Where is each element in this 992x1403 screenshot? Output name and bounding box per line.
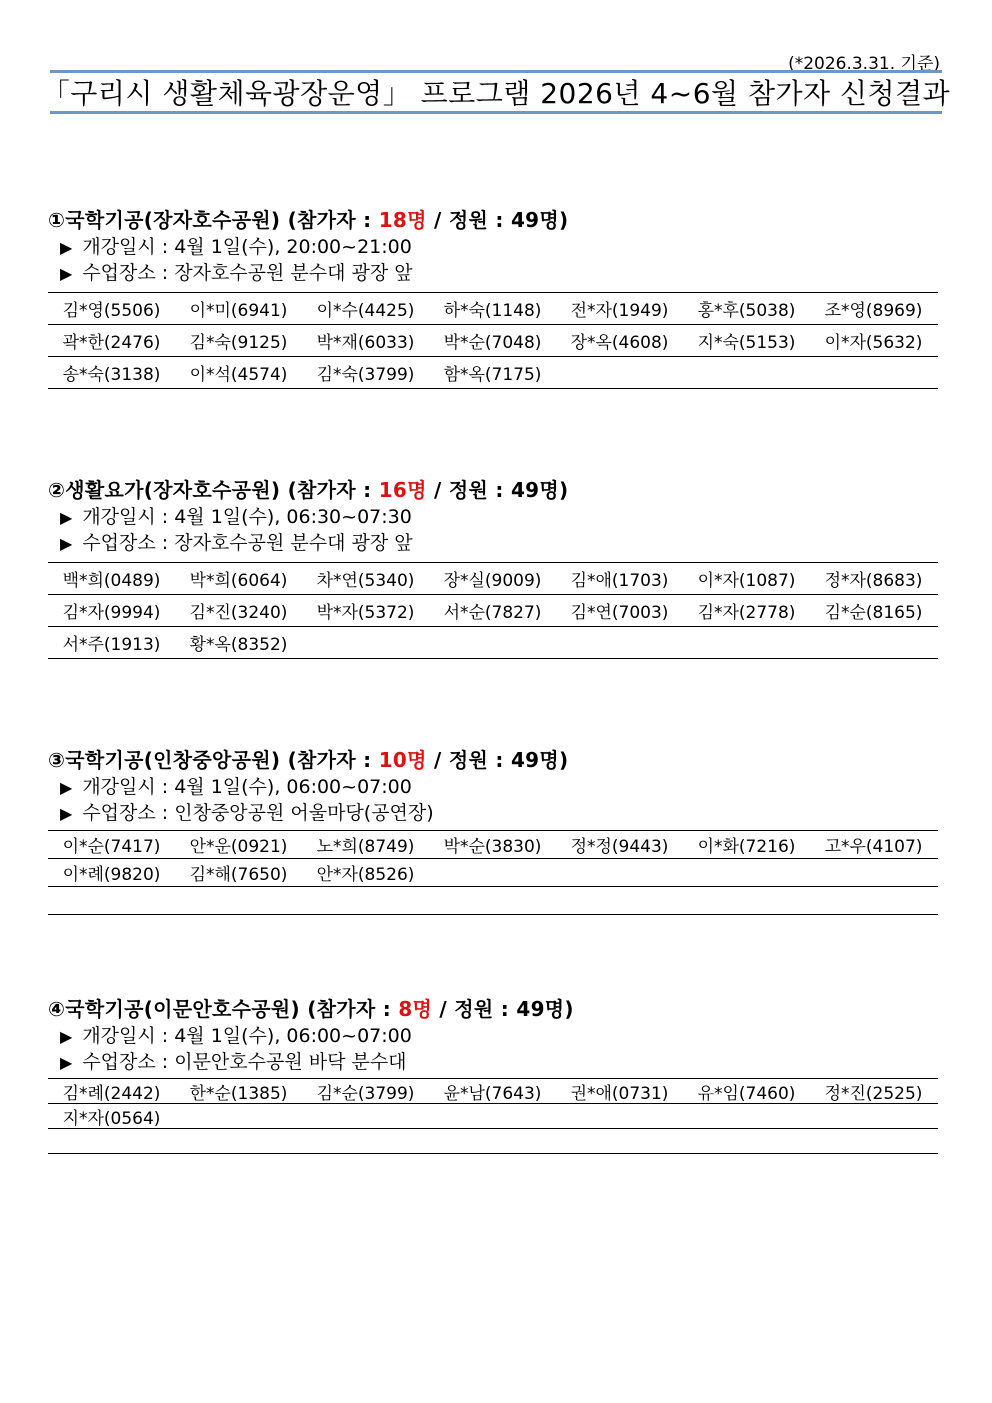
schedule-line: ▶ 개강일시 : 4월 1일(수), 20:00~21:00 bbox=[60, 236, 412, 258]
participant-count: 10명 bbox=[378, 748, 427, 772]
table-row bbox=[48, 357, 938, 389]
as-of-date: (*2026.3.31. 기준) bbox=[788, 54, 940, 74]
table-row bbox=[48, 563, 938, 595]
participant-cell: 이*순(7417) bbox=[62, 837, 161, 857]
participant-cell: 조*영(8969) bbox=[824, 301, 923, 321]
participant-table bbox=[48, 1078, 938, 1154]
table-row bbox=[48, 887, 938, 915]
triangle-right-icon: ▶ bbox=[60, 264, 73, 283]
participant-cell: 김*자(2778) bbox=[697, 603, 796, 623]
table-row bbox=[48, 1129, 938, 1154]
table-row bbox=[48, 627, 938, 659]
triangle-right-icon: ▶ bbox=[60, 1027, 73, 1046]
participant-cell: 윤*남(7643) bbox=[443, 1083, 542, 1104]
participant-cell: 지*숙(5153) bbox=[697, 333, 796, 353]
participant-cell: 이*자(1087) bbox=[697, 571, 796, 591]
participant-cell: 김*숙(3799) bbox=[316, 365, 415, 385]
participant-cell: 이*례(9820) bbox=[62, 865, 161, 885]
schedule-line: ▶ 개강일시 : 4월 1일(수), 06:00~07:00 bbox=[60, 1025, 412, 1047]
participant-cell: 김*숙(9125) bbox=[189, 333, 288, 353]
participant-cell: 이*미(6941) bbox=[189, 301, 288, 321]
schedule-line: ▶ 개강일시 : 4월 1일(수), 06:30~07:30 bbox=[60, 506, 412, 528]
participant-count: 16명 bbox=[378, 478, 427, 502]
participant-cell: 안*운(0921) bbox=[189, 837, 288, 857]
document-title: 「구리시 생활체육광장운영」 프로그램 2026년 4~6월 참가자 신청결과 bbox=[41, 77, 951, 110]
participant-cell: 홍*후(5038) bbox=[697, 301, 796, 321]
participant-count: 8명 bbox=[398, 997, 433, 1021]
table-row bbox=[48, 859, 938, 887]
document-title-box bbox=[41, 70, 951, 114]
participant-cell: 안*자(8526) bbox=[316, 865, 415, 885]
participant-cell: 이*수(4425) bbox=[316, 301, 415, 321]
participant-cell: 이*자(5632) bbox=[824, 333, 923, 353]
participant-cell: 박*순(3830) bbox=[443, 837, 542, 857]
participant-cell: 박*희(6064) bbox=[189, 571, 288, 591]
participant-cell: 장*옥(4608) bbox=[570, 333, 669, 353]
table-row bbox=[48, 595, 938, 627]
table-row bbox=[48, 293, 938, 325]
participant-cell: 정*정(9443) bbox=[570, 837, 669, 857]
participant-cell: 백*희(0489) bbox=[62, 571, 161, 591]
triangle-right-icon: ▶ bbox=[60, 778, 73, 797]
participant-cell: 함*옥(7175) bbox=[443, 365, 542, 385]
location-line: ▶ 수업장소 : 장자호수공원 분수대 광장 앞 bbox=[60, 532, 413, 554]
program-section-2 bbox=[48, 476, 938, 659]
participant-cell: 이*석(4574) bbox=[189, 365, 288, 385]
participant-cell: 이*화(7216) bbox=[697, 837, 796, 857]
participant-table bbox=[48, 830, 938, 915]
triangle-right-icon: ▶ bbox=[60, 508, 73, 527]
participant-cell: 황*옥(8352) bbox=[189, 635, 288, 655]
participant-cell: 송*숙(3138) bbox=[62, 365, 161, 385]
triangle-right-icon: ▶ bbox=[60, 238, 73, 257]
participant-cell: 박*자(5372) bbox=[316, 603, 415, 623]
participant-cell: 박*순(7048) bbox=[443, 333, 542, 353]
section-heading: ②생활요가(장자호수공원) (참가자 : 16명 / 정원 : 49명) bbox=[48, 478, 569, 502]
participant-table bbox=[48, 562, 938, 659]
participant-cell: 김*진(3240) bbox=[189, 603, 288, 623]
participant-table bbox=[48, 292, 938, 389]
program-section-3 bbox=[48, 746, 938, 915]
triangle-right-icon: ▶ bbox=[60, 1053, 73, 1072]
participant-cell: 김*해(7650) bbox=[189, 865, 288, 885]
location-line: ▶ 수업장소 : 이문안호수공원 바닥 분수대 bbox=[60, 1051, 407, 1073]
table-row bbox=[48, 1104, 938, 1129]
schedule-line: ▶ 개강일시 : 4월 1일(수), 06:00~07:00 bbox=[60, 776, 412, 798]
section-heading: ④국학기공(이문안호수공원) (참가자 : 8명 / 정원 : 49명) bbox=[48, 997, 574, 1021]
participant-cell: 정*자(8683) bbox=[824, 571, 923, 591]
triangle-right-icon: ▶ bbox=[60, 534, 73, 553]
participant-cell: 서*순(7827) bbox=[443, 603, 542, 623]
participant-cell: 장*실(9009) bbox=[443, 571, 542, 591]
participant-cell: 권*애(0731) bbox=[570, 1083, 669, 1104]
location-line: ▶ 수업장소 : 인창중앙공원 어울마당(공연장) bbox=[60, 802, 434, 824]
participant-cell: 김*순(8165) bbox=[824, 603, 923, 623]
participant-cell: 김*례(2442) bbox=[62, 1083, 161, 1104]
participant-cell: 김*자(9994) bbox=[62, 603, 161, 623]
participant-cell: 김*연(7003) bbox=[570, 603, 669, 623]
participant-cell: 차*연(5340) bbox=[316, 571, 415, 591]
participant-cell: 유*임(7460) bbox=[697, 1083, 796, 1104]
section-heading: ③국학기공(인창중앙공원) (참가자 : 10명 / 정원 : 49명) bbox=[48, 748, 569, 772]
participant-cell: 고*우(4107) bbox=[824, 837, 923, 857]
participant-cell: 서*주(1913) bbox=[62, 635, 161, 655]
participant-cell: 김*영(5506) bbox=[62, 301, 161, 321]
program-section-1 bbox=[48, 206, 938, 389]
participant-cell: 지*자(0564) bbox=[62, 1108, 161, 1129]
triangle-right-icon: ▶ bbox=[60, 804, 73, 823]
program-section-4 bbox=[48, 995, 938, 1154]
participant-cell: 노*희(8749) bbox=[316, 837, 415, 857]
section-heading: ①국학기공(장자호수공원) (참가자 : 18명 / 정원 : 49명) bbox=[48, 208, 569, 232]
participant-cell: 전*자(1949) bbox=[570, 301, 669, 321]
participant-cell: 박*재(6033) bbox=[316, 333, 415, 353]
participant-cell: 정*진(2525) bbox=[824, 1083, 923, 1104]
participant-cell: 하*숙(1148) bbox=[443, 301, 542, 321]
participant-count: 18명 bbox=[378, 208, 427, 232]
table-row bbox=[48, 1079, 938, 1104]
table-row bbox=[48, 325, 938, 357]
location-line: ▶ 수업장소 : 장자호수공원 분수대 광장 앞 bbox=[60, 262, 413, 284]
participant-cell: 김*순(3799) bbox=[316, 1083, 415, 1104]
participant-cell: 김*애(1703) bbox=[570, 571, 669, 591]
participant-cell: 곽*한(2476) bbox=[62, 333, 161, 353]
participant-cell: 한*순(1385) bbox=[189, 1083, 288, 1104]
table-row bbox=[48, 831, 938, 859]
